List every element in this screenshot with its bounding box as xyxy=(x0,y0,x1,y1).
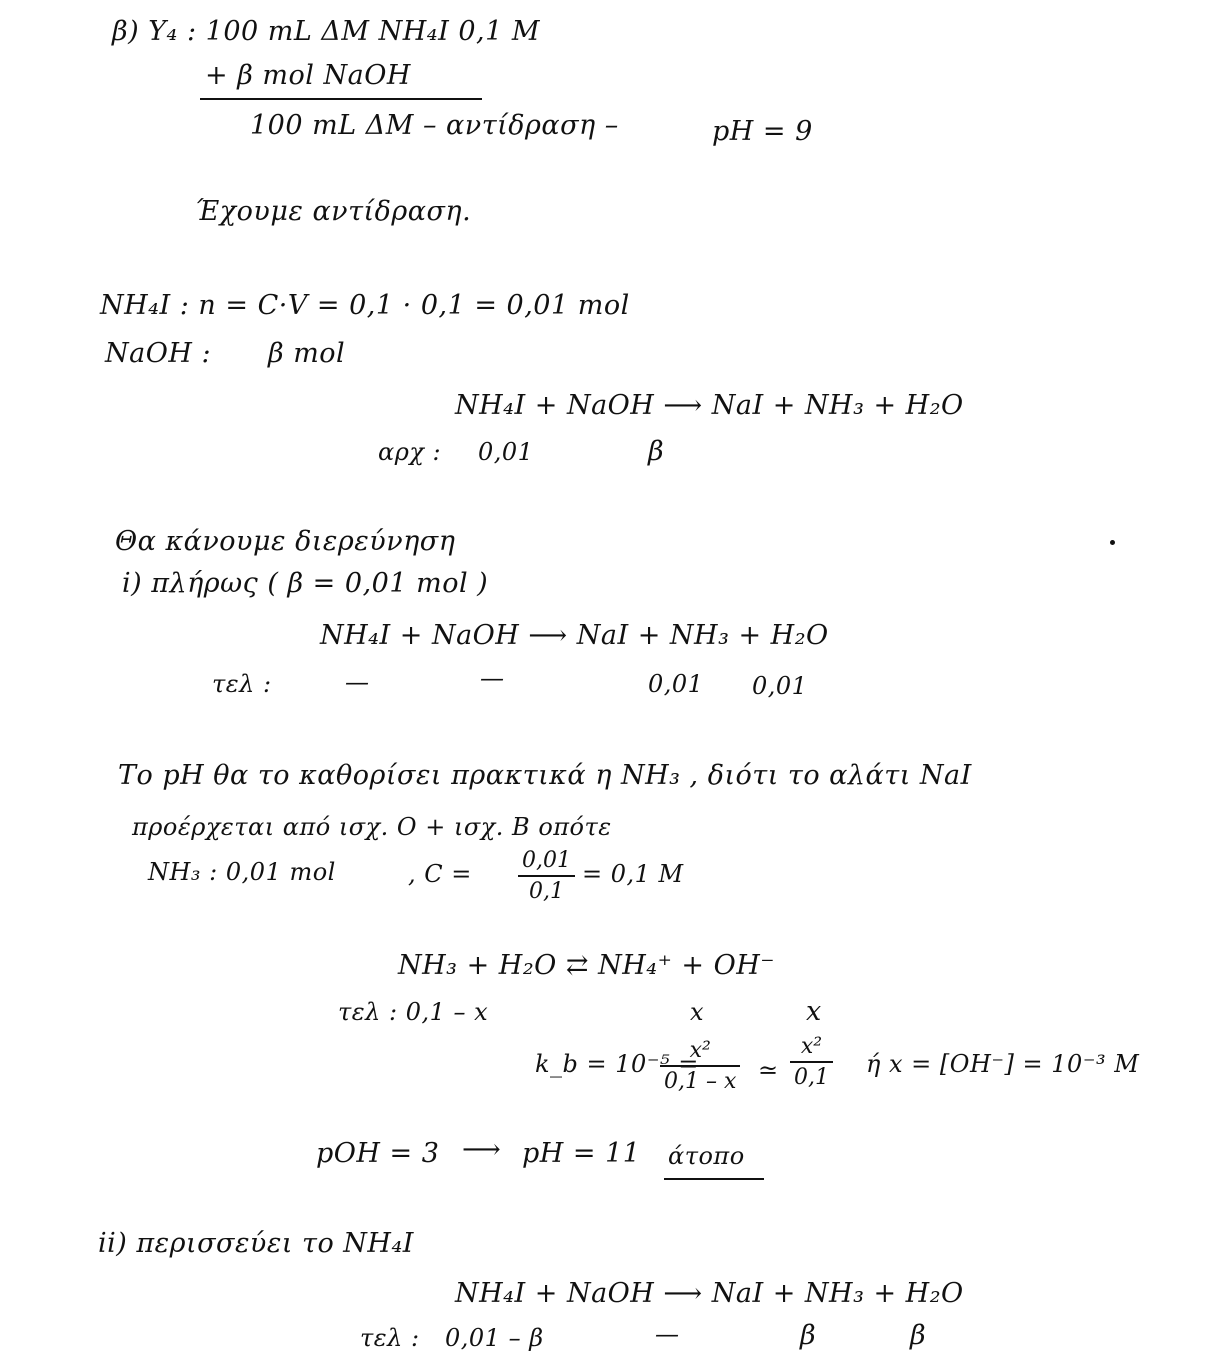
case-2-end-naoh: — xyxy=(655,1320,680,1348)
fraction-bar xyxy=(660,1065,740,1067)
explanation-line-1: Το pH θα το καθορίσει πρακτικά η NH₃ , διότι το αλάτι NaI xyxy=(118,760,972,791)
concentration-fraction xyxy=(518,850,575,903)
kb-expression: k_b = 10⁻⁵ = xyxy=(535,1050,699,1078)
fraction-bar xyxy=(790,1061,833,1063)
concentration-result: = 0,1 M xyxy=(582,860,684,888)
part-b-line-2: + β mol NaOH xyxy=(205,60,411,91)
case-2-end-nh4i: 0,01 – β xyxy=(445,1324,544,1352)
right-arrow-icon: ⟶ xyxy=(462,1134,502,1165)
target-ph: pH = 9 xyxy=(712,116,813,147)
case-1-end-label: τελ : xyxy=(212,670,272,698)
equilibrium-end-oh: x xyxy=(806,996,822,1027)
case-1-end-naoh: — xyxy=(480,664,505,692)
nh4i-moles: NH₄I : n = C·V = 0,1 · 0,1 = 0,01 mol xyxy=(100,290,630,321)
case-2-end-label: τελ : xyxy=(360,1324,420,1352)
case-2-end-nh3: β xyxy=(910,1320,927,1351)
reaction-1-start-naoh: β xyxy=(648,436,665,467)
explanation-line-2: προέρχεται από ισχ. Ο + ισχ. Β οπότε xyxy=(132,813,612,841)
kb-fraction-exact xyxy=(660,1040,740,1093)
case-1-equation: NH₄I + NaOH ⟶ NaI + NH₃ + H₂O xyxy=(320,620,829,651)
concentration-numerator: 0,01 xyxy=(522,848,571,873)
poh-value: pOH = 3 xyxy=(316,1138,440,1169)
kb-fraction-approx xyxy=(790,1036,833,1089)
approx-sign: ≃ xyxy=(758,1056,779,1084)
kb-fraction-approx-denominator: 0,1 xyxy=(794,1065,829,1090)
reaction-1-start-nh4i: 0,01 xyxy=(478,438,534,466)
naoh-moles: β mol xyxy=(268,338,346,369)
case-2-equation: NH₄I + NaOH ⟶ NaI + NH₃ + H₂O xyxy=(455,1278,964,1309)
part-b-line-1: β) Y₄ : 100 mL ΔΜ NH₄I 0,1 M xyxy=(112,16,541,47)
case-1-end-nai: 0,01 xyxy=(648,670,704,698)
ph-value: pH = 11 xyxy=(522,1138,641,1169)
concentration-lhs: , C = xyxy=(408,860,472,888)
naoh-label: NaOH : xyxy=(105,338,212,369)
fraction-bar xyxy=(518,875,575,877)
equilibrium-equation: NH₃ + H₂O ⇄ NH₄⁺ + OH⁻ xyxy=(398,950,776,981)
case-2-end-nai: β xyxy=(800,1320,817,1351)
mixing-line xyxy=(200,98,482,100)
equilibrium-end-nh3: τελ : 0,1 – x xyxy=(338,998,489,1026)
part-b-line-3: 100 mL ΔΜ – αντίδραση – xyxy=(250,110,619,141)
verdict: άτοπο xyxy=(668,1142,745,1170)
reaction-1-start-label: αρχ : xyxy=(378,438,442,466)
verdict-underline xyxy=(664,1178,764,1180)
kb-fraction-approx-numerator: x² xyxy=(800,1034,823,1059)
nh3-moles: NH₃ : 0,01 mol xyxy=(148,858,336,886)
stray-mark xyxy=(1110,540,1115,545)
concentration-denominator: 0,1 xyxy=(528,879,564,904)
case-1-end-nh3: 0,01 xyxy=(752,672,808,700)
case-1-end-nh4i: — xyxy=(345,668,370,696)
oh-concentration: ή x = [OH⁻] = 10⁻³ M xyxy=(866,1050,1140,1078)
case-1-heading: i) πλήρως ( β = 0,01 mol ) xyxy=(122,568,489,599)
kb-fraction-exact-denominator: 0,1 – x xyxy=(664,1069,737,1094)
reaction-1-equation: NH₄I + NaOH ⟶ NaI + NH₃ + H₂O xyxy=(455,390,964,421)
case-2-heading: ii) περισσεύει το NH₄I xyxy=(98,1228,414,1259)
equilibrium-end-nh4: x xyxy=(690,998,705,1026)
kb-fraction-exact-numerator: x² xyxy=(689,1038,711,1063)
investigation-heading: Θα κάνουμε διερεύνηση xyxy=(115,526,456,557)
reaction-note: Έχουμε αντίδραση. xyxy=(195,196,472,227)
